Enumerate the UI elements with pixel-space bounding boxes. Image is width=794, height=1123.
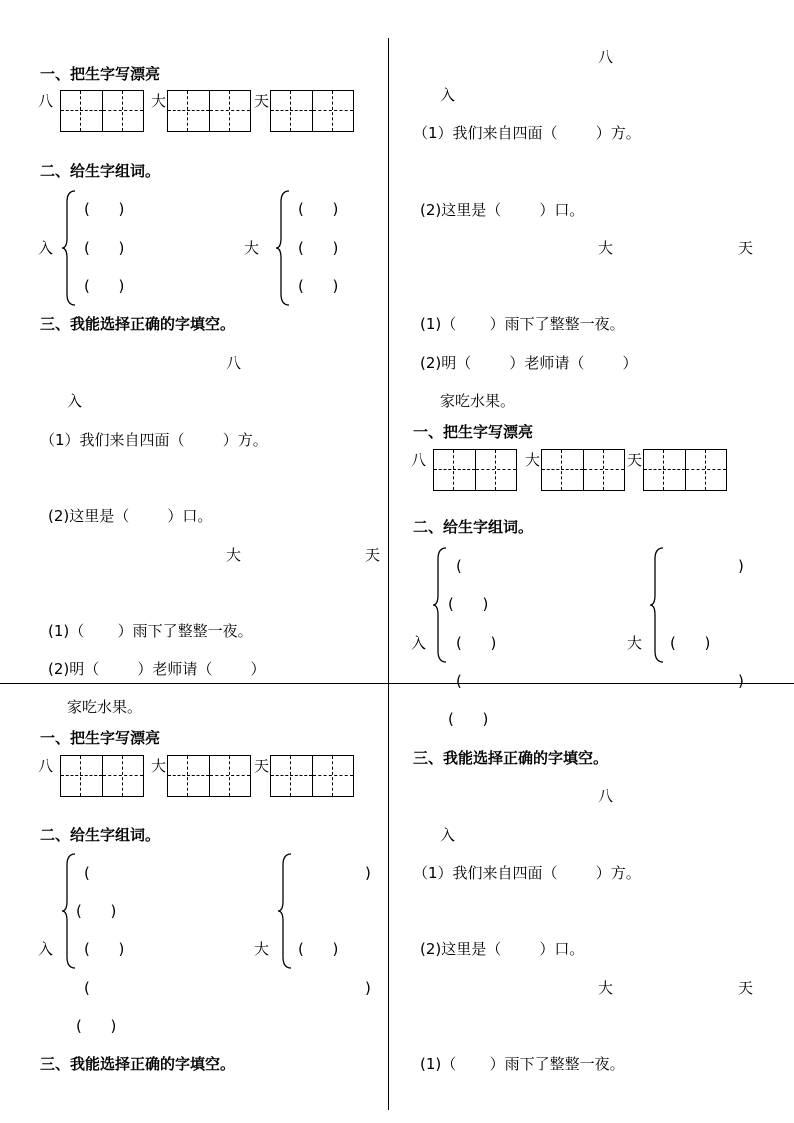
choice-char-ru: 入 bbox=[440, 826, 456, 844]
blank-paren[interactable]: ( ) bbox=[84, 277, 125, 295]
char-ba-label: 八 bbox=[38, 757, 54, 775]
writing-grid-tian[interactable] bbox=[270, 755, 354, 797]
blank-close-paren[interactable]: ) bbox=[365, 979, 371, 997]
left-brace bbox=[276, 190, 290, 306]
char-tian-label: 天 bbox=[254, 92, 270, 110]
writing-grid-tian[interactable] bbox=[270, 90, 354, 132]
left-brace bbox=[433, 547, 447, 663]
writing-grid-tian[interactable] bbox=[643, 449, 727, 491]
char-ru-label: 入 bbox=[411, 634, 427, 652]
char-ba-label: 八 bbox=[38, 92, 54, 110]
blank-open-paren[interactable]: ( bbox=[84, 864, 90, 882]
blank-paren[interactable]: ( ) bbox=[298, 239, 339, 257]
choice-char-tian: 天 bbox=[365, 546, 381, 564]
choice-char-tian: 天 bbox=[738, 979, 754, 997]
fill-question: (2)明（ ）老师请（ ） bbox=[420, 354, 638, 372]
char-tian-label: 天 bbox=[627, 451, 643, 469]
char-da-label: 大 bbox=[254, 940, 270, 958]
writing-grid-da[interactable] bbox=[167, 755, 251, 797]
blank-paren[interactable]: ( ) bbox=[448, 595, 489, 613]
fill-question: （1）我们来自四面（ ）方。 bbox=[40, 431, 268, 449]
char-ba-label: 八 bbox=[411, 451, 427, 469]
choice-char-da: 大 bbox=[598, 979, 614, 997]
blank-paren[interactable]: ( ) bbox=[448, 710, 489, 728]
vertical-divider bbox=[388, 38, 389, 1110]
blank-close-paren[interactable]: ) bbox=[738, 672, 744, 690]
choice-char-ba: 八 bbox=[226, 354, 242, 372]
section-3-title: 三、我能选择正确的字填空。 bbox=[413, 749, 609, 767]
section-2-title: 二、给生字组词。 bbox=[413, 518, 534, 536]
left-brace bbox=[278, 853, 292, 969]
writing-grid-ba[interactable] bbox=[60, 90, 144, 132]
blank-paren[interactable]: ( ) bbox=[76, 902, 117, 920]
blank-open-paren[interactable]: ( bbox=[456, 672, 462, 690]
blank-paren[interactable]: ( ) bbox=[84, 239, 125, 257]
writing-grid-ba[interactable] bbox=[433, 449, 517, 491]
char-da-label: 大 bbox=[627, 634, 643, 652]
section-2-title: 二、给生字组词。 bbox=[40, 826, 161, 844]
char-da-label: 大 bbox=[151, 757, 167, 775]
section-1-title: 一、把生字写漂亮 bbox=[40, 729, 161, 747]
blank-paren[interactable]: ( ) bbox=[670, 634, 711, 652]
blank-close-paren[interactable]: ) bbox=[738, 557, 744, 575]
fill-question: (1)（ ）雨下了整整一夜。 bbox=[48, 622, 253, 640]
blank-paren[interactable]: ( ) bbox=[298, 200, 339, 218]
choice-char-ru: 入 bbox=[67, 392, 83, 410]
choice-char-ba: 八 bbox=[598, 787, 614, 805]
char-ru-label: 入 bbox=[38, 940, 54, 958]
fill-question-continued: 家吃水果。 bbox=[67, 698, 143, 716]
fill-question: (1)（ ）雨下了整整一夜。 bbox=[420, 1055, 625, 1073]
blank-paren[interactable]: ( ) bbox=[84, 200, 125, 218]
char-ru-label: 入 bbox=[38, 239, 54, 257]
fill-question: (2)这里是（ ）口。 bbox=[420, 940, 585, 958]
fill-question: (2)这里是（ ）口。 bbox=[48, 507, 213, 525]
blank-open-paren[interactable]: ( bbox=[84, 979, 90, 997]
fill-question: （1）我们来自四面（ ）方。 bbox=[413, 864, 641, 882]
blank-paren[interactable]: ( ) bbox=[456, 634, 497, 652]
left-brace bbox=[650, 547, 664, 663]
fill-question: (2)明（ ）老师请（ ） bbox=[48, 660, 266, 678]
fill-question: （1）我们来自四面（ ）方。 bbox=[413, 124, 641, 142]
choice-char-da: 大 bbox=[226, 546, 242, 564]
blank-paren[interactable]: ( ) bbox=[84, 940, 125, 958]
choice-char-ru: 入 bbox=[440, 86, 456, 104]
choice-char-ba: 八 bbox=[598, 48, 614, 66]
blank-open-paren[interactable]: ( bbox=[456, 557, 462, 575]
writing-grid-da[interactable] bbox=[167, 90, 251, 132]
char-da-label: 大 bbox=[151, 92, 167, 110]
section-3-title: 三、我能选择正确的字填空。 bbox=[40, 315, 236, 333]
fill-question-continued: 家吃水果。 bbox=[440, 392, 516, 410]
writing-grid-ba[interactable] bbox=[60, 755, 144, 797]
choice-char-da: 大 bbox=[598, 239, 614, 257]
fill-question: (1)（ ）雨下了整整一夜。 bbox=[420, 315, 625, 333]
blank-paren[interactable]: ( ) bbox=[298, 277, 339, 295]
char-tian-label: 天 bbox=[254, 757, 270, 775]
char-da-label: 大 bbox=[525, 451, 541, 469]
section-3-title: 三、我能选择正确的字填空。 bbox=[40, 1055, 236, 1073]
choice-char-tian: 天 bbox=[738, 239, 754, 257]
char-da-label: 大 bbox=[244, 239, 260, 257]
blank-paren[interactable]: ( ) bbox=[298, 940, 339, 958]
left-brace bbox=[62, 190, 76, 306]
writing-grid-da[interactable] bbox=[541, 449, 625, 491]
horizontal-divider bbox=[0, 683, 794, 684]
blank-paren[interactable]: ( ) bbox=[76, 1017, 117, 1035]
fill-question: (2)这里是（ ）口。 bbox=[420, 201, 585, 219]
section-1-title: 一、把生字写漂亮 bbox=[40, 65, 161, 83]
left-brace bbox=[62, 853, 76, 969]
section-1-title: 一、把生字写漂亮 bbox=[413, 423, 534, 441]
section-2-title: 二、给生字组词。 bbox=[40, 162, 161, 180]
blank-close-paren[interactable]: ) bbox=[365, 864, 371, 882]
